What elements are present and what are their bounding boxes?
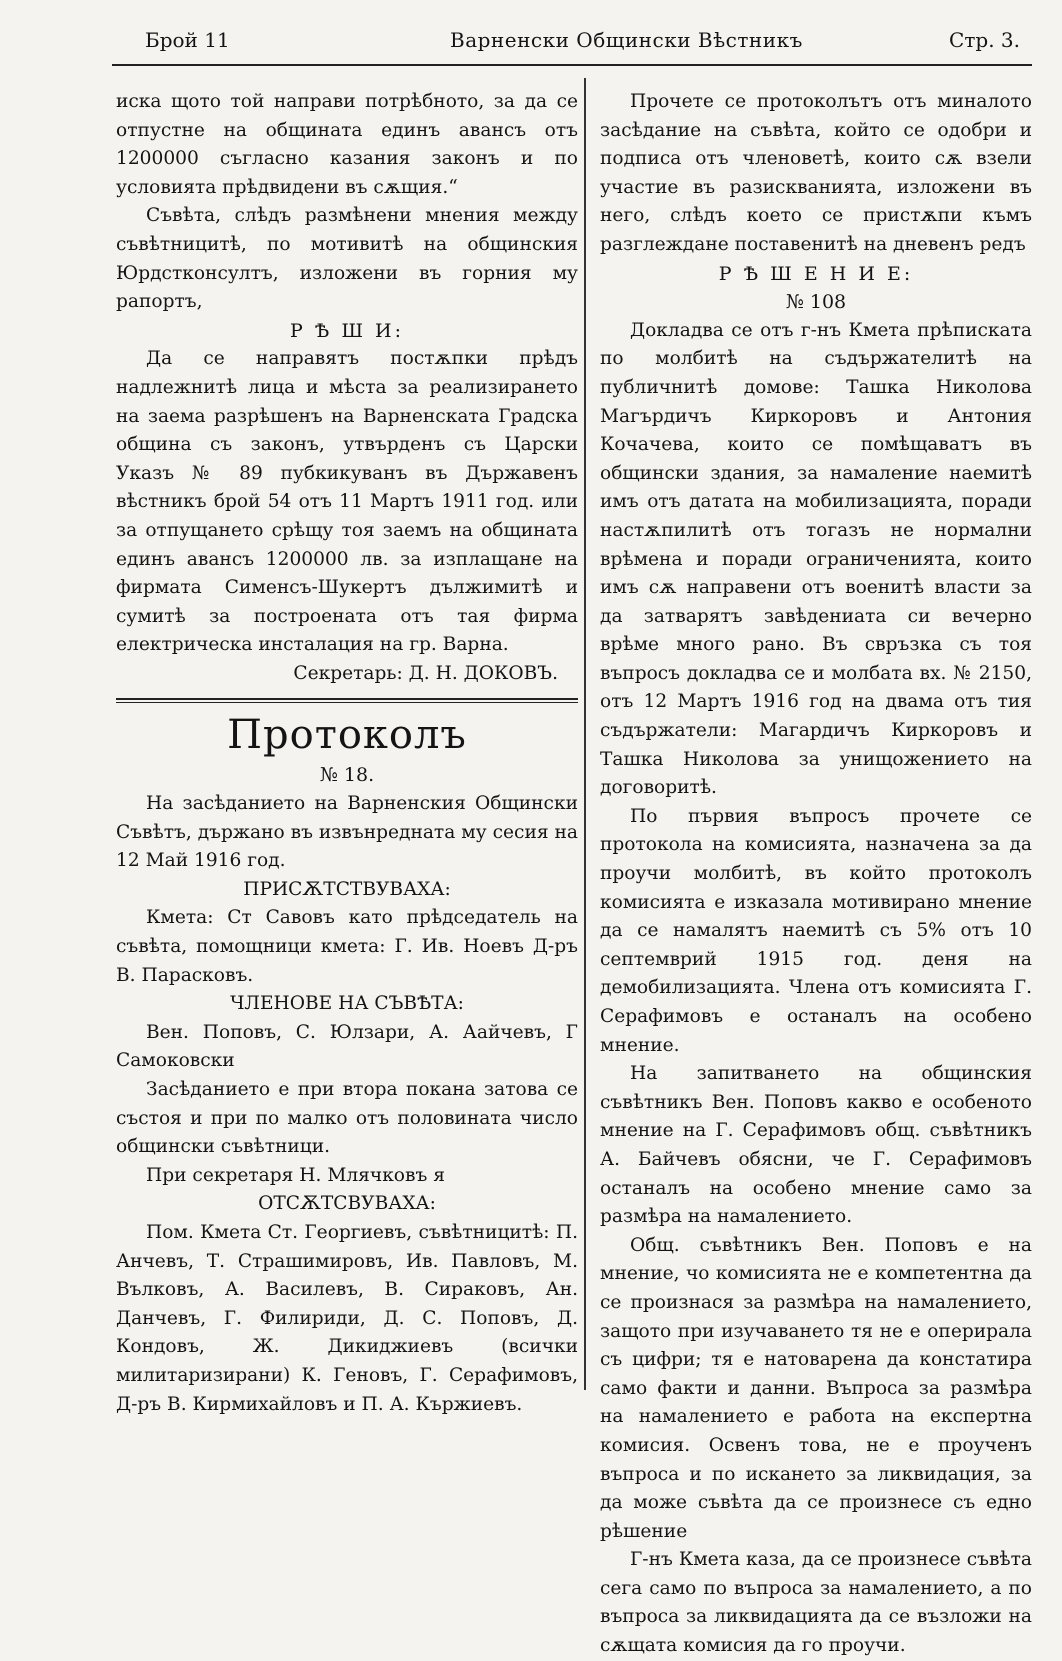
absent-heading: ОТСѪТСВУВАХА: (258, 1193, 436, 1215)
paragraph: Прочете се протоколътъ отъ миналото засѣдание на съвѣта, който се одобри и подписа отъ членоветѣ, които сѫ взели участие въ разискванията, изложени въ него, слѣдъ което се пристѫпи къмъ разглеждане поставенитѣ на дневенъ редъ (600, 91, 1032, 255)
column-divider (584, 78, 586, 1390)
paragraph: На запитването на общинския съвѣтникъ Вен. Поповъ какво е особеното мнение на Г. Серафимовъ общ. съвѣтникъ А. Байчевъ обясни, че Г. Серафимовъ останалъ на особено мнение само за размѣра на намалението. (600, 1063, 1032, 1228)
paragraph: Да се направятъ постѫпки прѣдъ надлежнитѣ лица и мѣста за реализирането на заема разрѣшенъ на Варненската Градска община съ законъ, утвърденъ съ Царски Указъ № 89 пубкикуванъ въ Държавенъ вѣстникъ брой 54 отъ 11 Мартъ 1911 год. или за отпущането срѣщу тоя заемъ на общината единъ авансъ 1200000 лв. за изплащане на фирмата Сименсъ-Шукертъ дължимитѣ и сумитѣ за построената отъ тая фирма електрическа инсталация на гр. Варна. (116, 348, 578, 656)
resolved-heading: Р Ѣ Ш И: (289, 319, 405, 342)
decision-number: № 108 (785, 291, 847, 314)
paragraph: При секретаря Н. Млячковъ я (146, 1164, 445, 1186)
decision-heading: Р Ѣ Ш Е Н И Е: (718, 262, 914, 285)
paragraph: Докладва се отъ г-нъ Кмета прѣписката по молбитѣ на съдържателитѣ на публичнитѣ домове: Ташка Николова Магърдичъ Киркоровъ и Антония Кочачева, които се помѣщаватъ въ общински здания, за намаление наемитѣ имъ отъ датата на мобилизацията, поради настѫпилитѣ отъ тогазъ не нормални врѣмена и поради ограниченията, които имъ сѫ направени отъ военитѣ власти за да затварятъ завѣдениата си вечерно врѣме много рано. Въ свръзка съ тоя въпросъ докладва се и молбата вх. № 2150, отъ 12 Мартъ 1916 год на двама отъ тия съдържатели: Магардичъ Киркоровъ и Ташка Николова за унищожението на договоритѣ. (600, 319, 1032, 799)
issue-number: Брой 11 (145, 28, 230, 52)
header-rule (112, 64, 1032, 66)
section-rule (116, 698, 578, 703)
paragraph: Вен. Поповъ, С. Юлзари, А. Аайчевъ, Г Самоковски (116, 1021, 578, 1072)
page-header (110, 22, 1030, 58)
right-column (600, 88, 1032, 1661)
paragraph: Кмета: Ст Савовъ като прѣдседатель на съвѣта, помощници кмета: Г. Ив. Ноевъ Д-ръ В. Парасковъ. (116, 907, 578, 986)
newspaper-title: Варненски Общински Вѣстникъ (450, 28, 803, 52)
protocol-number: № 18. (319, 764, 375, 787)
paragraph: Пом. Кмета Ст. Георгиевъ, съвѣтницитѣ: П. Анчевъ, Т. Страшимировъ, Ив. Павловъ, М. Вълковъ, А. Василевъ, В. Сираковъ, Ан. Данчевъ, Г. Филириди, Д. С. Поповъ, Д. Кондовъ, Ж. Дикиджиевъ (всички милитаризирани) К. Геновъ, Г. Серафимовъ, Д-ръ В. Кирмихайловъ и П. А. Кържиевъ. (116, 1221, 578, 1415)
paragraph: иска щото той направи потрѣбното, за да се отпустне на общината единъ авансъ отъ 1200000 съгласно казания законъ и по условията прѣдвидени въ сѫщия.“ (116, 91, 578, 198)
paragraph: Съвѣта, слѣдъ размѣнени мнения между съвѣтницитѣ, по мотивитѣ на общинския Юрдстконсултъ, изложени въ горния му рапортъ, (116, 205, 578, 313)
paragraph: Засѣданието е при втора покана затова се състоя и при по малко отъ половината число общински съвѣтници. (116, 1079, 578, 1158)
protocol-title: Протоколъ (227, 712, 467, 759)
members-heading: ЧЛЕНОВЕ НА СЪВѢТА: (230, 993, 464, 1015)
secretary-signature: Секретарь: Д. Н. ДОКОВЪ. (293, 662, 558, 684)
left-column (116, 88, 578, 1419)
paragraph: По първия въпросъ прочете се протокола на комисията, назначена за да проучи молбитѣ, въ който протоколъ комисията е изказала мотивирано мнение да се намалятъ наемитѣ съ 5% отъ 10 септемврий 1915 год. деня на демобилизацията. Члена отъ комисията Г. Серафимовъ е останалъ на особено мнение. (600, 805, 1032, 1056)
paragraph: На засѣданието на Варненския Общински Съвѣтъ, държано въ извънредната му сесия на 12 Май 1916 год. (116, 793, 578, 872)
paragraph: Г-нъ Кмета каза, да се произнесе съвѣта сега само по въпроса за намалението, а по въпроса за ликвидацията да се възложи на сѫщата комисия да го проучи. (600, 1549, 1032, 1657)
present-heading: ПРИСѪТСТВУВАХА: (243, 878, 451, 900)
page-number: Стр. 3. (949, 28, 1020, 52)
paragraph: Общ. съвѣтникъ Вен. Поповъ е на мнение, чо комисията не е компетентна да се произнася за размѣра на намалението, защото при изучаването тя не е оперирала съ цифри; тя е натоварена да констатира само факти и данни. Въпроса за размѣра на намалението е работа на експертна комисия. Освенъ това, не е проученъ въпроса и по искането за ликвидация, за да може съвѣта да се произнесе съ едно рѣшение (600, 1234, 1032, 1542)
